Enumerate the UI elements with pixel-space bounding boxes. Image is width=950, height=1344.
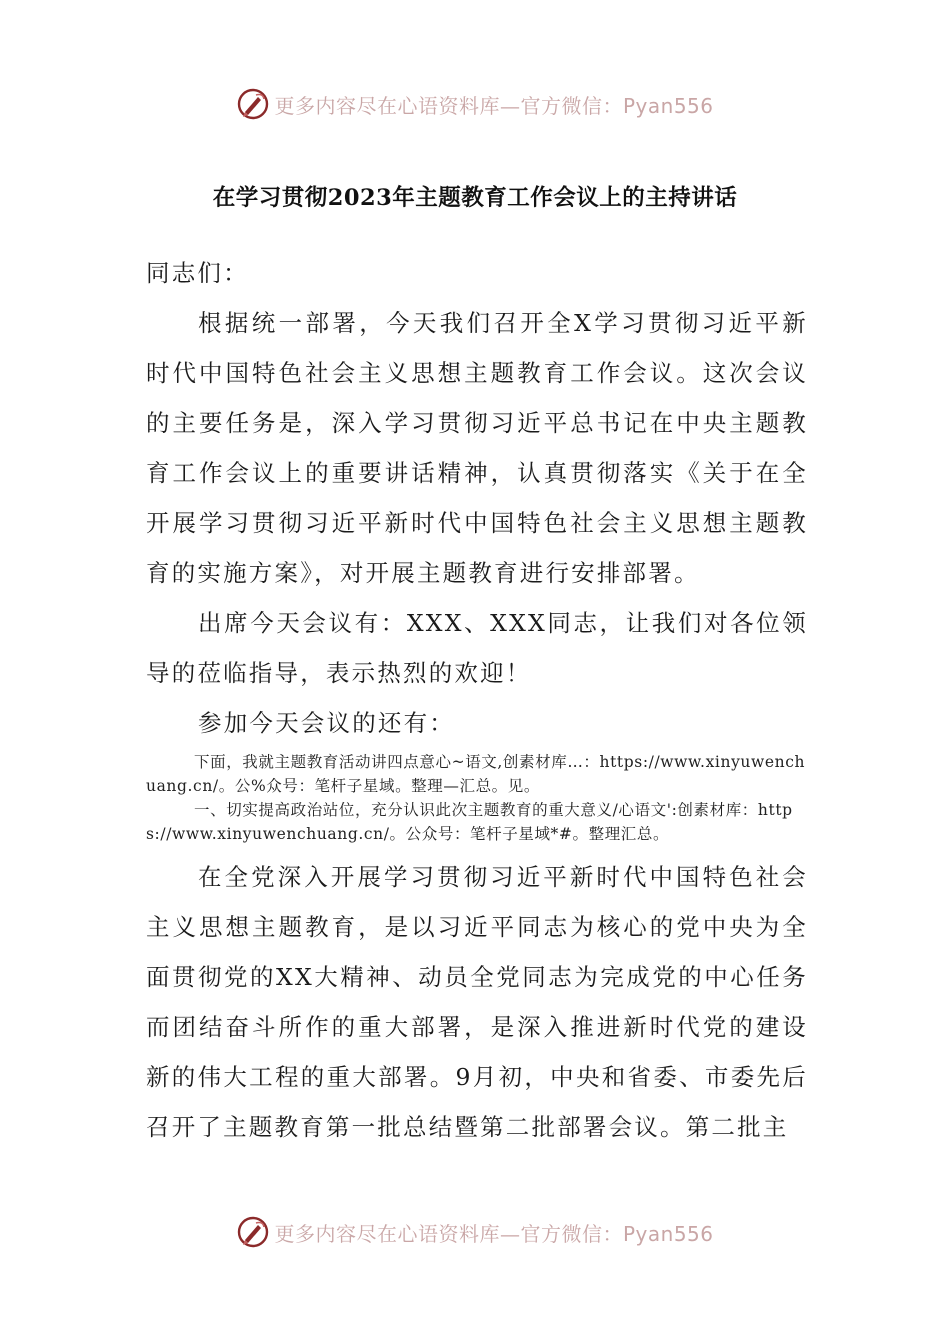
paragraph-attendees: 出席今天会议有：XXX、XXX同志，让我们对各位领导的莅临指导，表示热烈的欢迎！ [146, 609, 808, 687]
footer-watermark [0, 1212, 950, 1252]
paragraph-significance: 在全党深入开展学习贯彻习近平新时代中国特色社会主义思想主题教育，是以习近平同志为核心的党中央为全面贯彻党的XX大精神、动员全党同志为完成党的中心任务而团结奋斗所作的重大部署，是深入推进新时代党的建设新的伟大工程的重大部署。9月初，中央和省委、市委先后召开了主题教育第一批总结暨第二批部署会议。第二批主 [146, 863, 808, 1141]
small-paragraph-outline: 下面，我就主题教育活动讲四点意心~语文,创素材库…：https://www.xinyuwenchuang.cn/。公%众号：笔杆子星域。整理—汇总。见。 [146, 753, 806, 795]
wechat-id: Pyan556 [622, 93, 714, 118]
small-paragraph-section-one: 一、切实提高政治站位，充分认识此次主题教育的重大意义/心语文':创素材库：https://www.xinyuwenchuang.cn/。公众号：笔杆子星域*#。整理汇总。 [146, 801, 793, 843]
paragraph-intro: 根据统一部署，今天我们召开全X学习贯彻习近平新时代中国特色社会主义思想主题教育工作会议。这次会议的主要任务是，深入学习贯彻习近平总书记在中央主题教育工作会议上的重要讲话精神，认真贯彻落实《关于在全开展学习贯彻习近平新时代中国特色社会主义思想主题教育的实施方案》，对开展主题教育进行安排部署。 [146, 309, 808, 587]
small-text-block [146, 750, 808, 846]
pen-circle-logo-icon [236, 1215, 270, 1249]
watermark-text: 更多内容尽在心语资料库—官方微信：Pyan556 [274, 1221, 714, 1246]
document-title: 在学习贯彻2023年主题教育工作会议上的主持讲话 [212, 185, 738, 211]
salutation: 同志们： [146, 259, 249, 287]
paragraph-participants: 参加今天会议的还有： [198, 709, 455, 737]
wechat-id: Pyan556 [622, 1221, 714, 1246]
watermark-text: 更多内容尽在心语资料库—官方微信：Pyan556 [274, 93, 714, 118]
header-watermark [0, 84, 950, 124]
pen-circle-logo-icon [236, 87, 270, 121]
document-body [146, 248, 808, 1152]
